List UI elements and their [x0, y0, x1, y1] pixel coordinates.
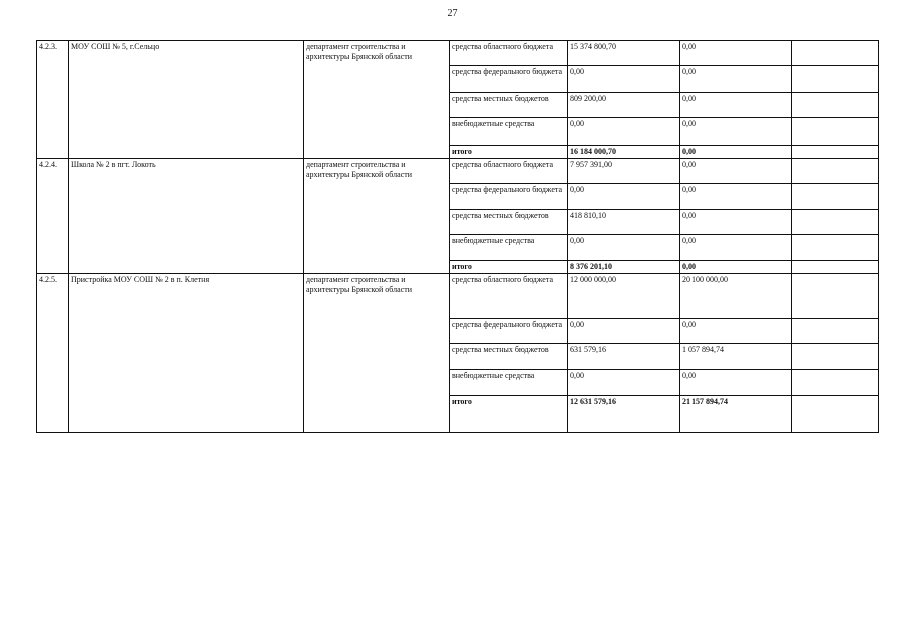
amount-1: 0,00	[568, 370, 680, 396]
total-amount-2: 21 157 894,74	[680, 396, 792, 433]
empty-cell	[792, 396, 879, 433]
empty-cell	[792, 210, 879, 235]
empty-cell	[792, 370, 879, 396]
amount-2: 0,00	[680, 184, 792, 210]
amount-2: 0,00	[680, 93, 792, 118]
amount-1: 631 579,16	[568, 344, 680, 370]
total-amount-1: 8 376 201,10	[568, 261, 680, 274]
total-label: итого	[450, 261, 568, 274]
project-number: 4.2.3.	[37, 41, 69, 159]
budget-table	[36, 40, 879, 433]
total-label: итого	[450, 146, 568, 159]
total-amount-1: 12 631 579,16	[568, 396, 680, 433]
amount-2: 0,00	[680, 159, 792, 184]
amount-1: 15 374 800,70	[568, 41, 680, 66]
amount-2: 0,00	[680, 370, 792, 396]
empty-cell	[792, 274, 879, 319]
funding-source: внебюджетные средства	[450, 118, 568, 146]
empty-cell	[792, 118, 879, 146]
funding-source: средства федерального бюджета	[450, 66, 568, 93]
amount-2: 20 100 000,00	[680, 274, 792, 319]
project-name: Пристройка МОУ СОШ № 2 в п. Клетня	[69, 274, 304, 433]
amount-1: 0,00	[568, 319, 680, 344]
project-number: 4.2.5.	[37, 274, 69, 433]
funding-source: внебюджетные средства	[450, 235, 568, 261]
amount-2: 0,00	[680, 66, 792, 93]
funding-source: средства местных бюджетов	[450, 93, 568, 118]
funding-source: средства федерального бюджета	[450, 184, 568, 210]
amount-2: 0,00	[680, 235, 792, 261]
table-row	[37, 41, 879, 66]
funding-source: средства федерального бюджета	[450, 319, 568, 344]
amount-2: 0,00	[680, 210, 792, 235]
amount-1: 418 810,10	[568, 210, 680, 235]
funding-source: средства местных бюджетов	[450, 210, 568, 235]
empty-cell	[792, 146, 879, 159]
empty-cell	[792, 344, 879, 370]
page-number: 27	[447, 8, 458, 19]
empty-cell	[792, 159, 879, 184]
empty-cell	[792, 319, 879, 344]
amount-2: 0,00	[680, 41, 792, 66]
total-label: итого	[450, 396, 568, 433]
amount-1: 0,00	[568, 118, 680, 146]
amount-2: 1 057 894,74	[680, 344, 792, 370]
table-row	[37, 274, 879, 319]
empty-cell	[792, 41, 879, 66]
empty-cell	[792, 261, 879, 274]
project-name: МОУ СОШ № 5, г.Сельцо	[69, 41, 304, 159]
empty-cell	[792, 66, 879, 93]
project-number: 4.2.4.	[37, 159, 69, 274]
empty-cell	[792, 93, 879, 118]
amount-1: 0,00	[568, 235, 680, 261]
total-amount-1: 16 184 000,70	[568, 146, 680, 159]
funding-source: внебюджетные средства	[450, 370, 568, 396]
funding-source: средства областного бюджета	[450, 41, 568, 66]
amount-2: 0,00	[680, 118, 792, 146]
amount-1: 7 957 391,00	[568, 159, 680, 184]
project-executor: департамент строительства и архитектуры Брянской области	[304, 159, 450, 274]
total-amount-2: 0,00	[680, 261, 792, 274]
project-executor: департамент строительства и архитектуры Брянской области	[304, 41, 450, 159]
empty-cell	[792, 184, 879, 210]
amount-1: 0,00	[568, 184, 680, 210]
empty-cell	[792, 235, 879, 261]
amount-1: 0,00	[568, 66, 680, 93]
amount-1: 809 200,00	[568, 93, 680, 118]
project-name: Школа № 2 в пгт. Локоть	[69, 159, 304, 274]
amount-2: 0,00	[680, 319, 792, 344]
funding-source: средства местных бюджетов	[450, 344, 568, 370]
funding-source: средства областного бюджета	[450, 159, 568, 184]
table-row	[37, 159, 879, 184]
total-amount-2: 0,00	[680, 146, 792, 159]
amount-1: 12 000 000,00	[568, 274, 680, 319]
funding-source: средства областного бюджета	[450, 274, 568, 319]
project-executor: департамент строительства и архитектуры Брянской области	[304, 274, 450, 433]
